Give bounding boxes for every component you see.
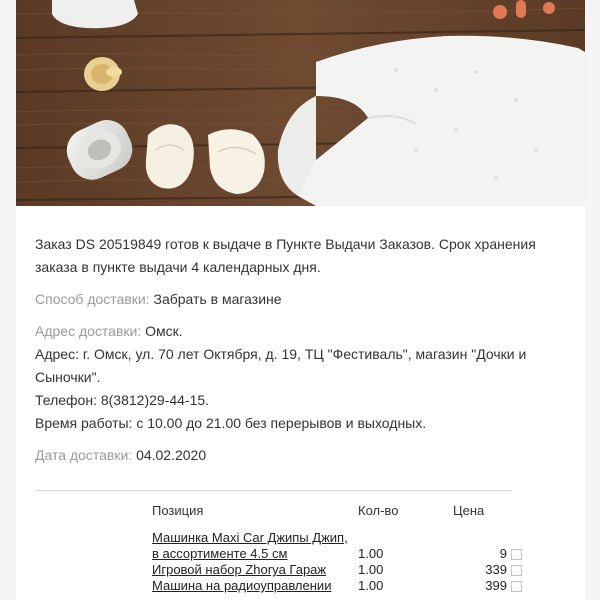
item-image-placeholder-icon [511,581,522,592]
pickup-hours: Время работы: с 10.00 до 21.00 без перерывов и выходных. [35,415,427,431]
delivery-date [35,444,555,467]
header-position: Позиция [152,503,204,518]
item-name-link[interactable]: Игровой набор Zhorya Гараж [152,562,327,577]
table-row [152,562,531,578]
email-card [16,0,585,600]
pickup-phone: Телефон: 8(3812)29-44-15. [35,392,210,408]
item-image-placeholder-icon [511,549,522,560]
delivery-date-label: Дата доставки: [35,447,133,463]
table-row [152,578,531,594]
pickup-address: Адрес: г. Омск, ул. 70 лет Октября, д. 19, ТЦ "Фестиваль", магазин "Дочки и Сыночки". [35,346,527,385]
table-header-row [152,503,531,530]
section-divider [35,490,512,491]
item-qty: 1.00 [358,562,384,577]
order-status-message: Заказ DS 20519849 готов к выдаче в Пункте Выдачи Заказов. Срок хранения заказа в пункте выдачи 4 календарных дня. [35,236,536,275]
item-name-link[interactable]: Машина на радиоуправлении [152,578,332,593]
item-qty: 1.00 [358,578,384,593]
delivery-method [35,288,555,311]
delivery-address-label: Адрес доставки: [35,323,142,339]
item-image-placeholder-icon [511,565,522,576]
item-price: 339 [485,562,507,577]
order-details [35,233,555,467]
delivery-date-value: 04.02.2020 [136,447,207,463]
item-price: 9 [499,546,507,561]
hero-image [16,0,585,206]
delivery-address [35,320,555,343]
item-price: 399 [485,578,507,593]
delivery-method-value: Забрать в магазине [153,291,282,307]
item-name-link[interactable]: Машинка Maxi Car Джипы Джип, в ассортименте 4.5 см [152,530,348,561]
delivery-method-label: Способ доставки: [35,291,150,307]
table-row [152,530,531,562]
header-price: Цена [453,503,485,518]
delivery-address-city: Омск. [145,323,183,339]
baby-clothes-photo-icon [16,0,585,206]
order-items-table [152,503,531,594]
header-qty: Кол-во [358,503,399,518]
item-qty: 1.00 [358,546,384,561]
